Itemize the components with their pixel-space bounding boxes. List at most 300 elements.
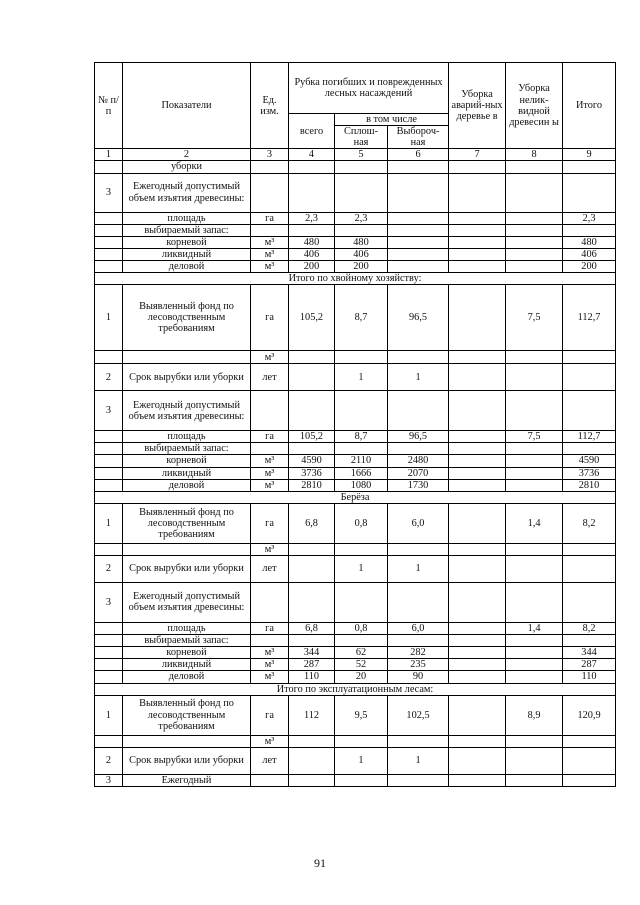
value-emergency: [449, 671, 506, 683]
row-num: [95, 260, 123, 272]
table-row: [95, 695, 616, 735]
value-selective-cut: 2070: [388, 467, 449, 479]
value-itogo: [563, 747, 616, 774]
row-label: выбираемый запас:: [123, 224, 251, 236]
row-label: деловой: [123, 479, 251, 491]
value-clear-cut: [335, 161, 388, 173]
table-row: [95, 467, 616, 479]
value-clear-cut: 2110: [335, 455, 388, 467]
table-row: [95, 747, 616, 774]
header-unit: Ед. изм.: [251, 63, 289, 149]
value-unmarketable: [506, 351, 563, 364]
value-clear-cut: 20: [335, 671, 388, 683]
row-label: выбираемый запас:: [123, 635, 251, 647]
row-num: 3: [95, 391, 123, 431]
value-emergency: [449, 431, 506, 443]
value-itogo: [563, 543, 616, 555]
table-body: [95, 161, 616, 786]
row-num: [95, 248, 123, 260]
row-label: [123, 543, 251, 555]
row-num: [95, 735, 123, 747]
row-label: деловой: [123, 671, 251, 683]
row-num: [95, 455, 123, 467]
value-clear-cut: [335, 173, 388, 212]
value-unmarketable: [506, 364, 563, 391]
header-including: в том числе: [335, 114, 449, 126]
row-num: 1: [95, 285, 123, 351]
row-unit: м³: [251, 659, 289, 671]
value-clear-cut: 2,3: [335, 212, 388, 224]
table-row: [95, 364, 616, 391]
value-clear-cut: 9,5: [335, 695, 388, 735]
value-clear-cut: 1: [335, 747, 388, 774]
value-unmarketable: [506, 391, 563, 431]
table-row: [95, 635, 616, 647]
table-row: [95, 555, 616, 582]
value-total: [289, 774, 335, 786]
value-selective-cut: 90: [388, 671, 449, 683]
row-label: площадь: [123, 212, 251, 224]
value-emergency: [449, 647, 506, 659]
row-label: Ежегодный допустимый объем изъятия древесины:: [123, 582, 251, 622]
value-selective-cut: [388, 582, 449, 622]
value-clear-cut: [335, 774, 388, 786]
value-unmarketable: [506, 443, 563, 455]
row-label: площадь: [123, 431, 251, 443]
value-total: 6,8: [289, 622, 335, 634]
table-row: [95, 391, 616, 431]
value-selective-cut: 2480: [388, 455, 449, 467]
value-selective-cut: 282: [388, 647, 449, 659]
value-selective-cut: [388, 351, 449, 364]
table-row: [95, 659, 616, 671]
value-emergency: [449, 582, 506, 622]
value-unmarketable: [506, 224, 563, 236]
value-selective-cut: [388, 543, 449, 555]
row-unit: га: [251, 285, 289, 351]
table-header: [95, 63, 616, 161]
value-total: 2,3: [289, 212, 335, 224]
value-clear-cut: [335, 543, 388, 555]
value-itogo: [563, 582, 616, 622]
section-row: [95, 491, 616, 503]
row-num: [95, 467, 123, 479]
value-emergency: [449, 555, 506, 582]
value-unmarketable: [506, 555, 563, 582]
value-emergency: [449, 212, 506, 224]
value-unmarketable: 7,5: [506, 285, 563, 351]
header-total: всего: [289, 114, 335, 149]
row-label: Ежегодный допустимый объем изъятия древесины:: [123, 173, 251, 212]
table-row: [95, 431, 616, 443]
table-row: [95, 503, 616, 543]
value-selective-cut: 235: [388, 659, 449, 671]
header-unmarketable: Уборка нелик-видной древесин ы: [506, 63, 563, 149]
col-num: 9: [563, 149, 616, 161]
value-total: 105,2: [289, 431, 335, 443]
value-total: [289, 391, 335, 431]
row-unit: [251, 173, 289, 212]
row-num: 3: [95, 774, 123, 786]
table-row: [95, 543, 616, 555]
row-unit: м³: [251, 671, 289, 683]
row-unit: [251, 161, 289, 173]
value-total: [289, 364, 335, 391]
page-number: 91: [314, 856, 326, 870]
value-emergency: [449, 479, 506, 491]
value-total: [289, 543, 335, 555]
row-unit: [251, 635, 289, 647]
value-total: [289, 173, 335, 212]
value-itogo: [563, 774, 616, 786]
row-unit: м³: [251, 467, 289, 479]
row-unit: га: [251, 695, 289, 735]
value-clear-cut: [335, 224, 388, 236]
value-selective-cut: [388, 224, 449, 236]
value-total: [289, 555, 335, 582]
value-total: 2810: [289, 479, 335, 491]
row-unit: га: [251, 503, 289, 543]
value-unmarketable: 1,4: [506, 622, 563, 634]
value-itogo: 406: [563, 248, 616, 260]
value-itogo: 4590: [563, 455, 616, 467]
row-unit: м³: [251, 735, 289, 747]
row-unit: м³: [251, 479, 289, 491]
value-itogo: [563, 443, 616, 455]
row-label: ликвидный: [123, 248, 251, 260]
value-emergency: [449, 173, 506, 212]
value-selective-cut: [388, 391, 449, 431]
row-num: [95, 351, 123, 364]
value-total: 4590: [289, 455, 335, 467]
row-label: выбираемый запас:: [123, 443, 251, 455]
value-emergency: [449, 260, 506, 272]
table-row: [95, 735, 616, 747]
value-clear-cut: 8,7: [335, 285, 388, 351]
value-itogo: 2810: [563, 479, 616, 491]
value-selective-cut: 96,5: [388, 431, 449, 443]
value-total: 110: [289, 671, 335, 683]
value-itogo: 2,3: [563, 212, 616, 224]
row-unit: [251, 224, 289, 236]
value-emergency: [449, 443, 506, 455]
value-unmarketable: [506, 467, 563, 479]
value-emergency: [449, 285, 506, 351]
value-itogo: [563, 555, 616, 582]
value-clear-cut: 406: [335, 248, 388, 260]
value-emergency: [449, 467, 506, 479]
value-selective-cut: 1: [388, 747, 449, 774]
table-row: [95, 212, 616, 224]
value-unmarketable: [506, 582, 563, 622]
table-row: [95, 351, 616, 364]
table-row: [95, 647, 616, 659]
value-total: [289, 161, 335, 173]
value-emergency: [449, 747, 506, 774]
col-num: 6: [388, 149, 449, 161]
row-label: корневой: [123, 647, 251, 659]
value-selective-cut: [388, 161, 449, 173]
row-num: 2: [95, 555, 123, 582]
row-unit: м³: [251, 647, 289, 659]
value-selective-cut: [388, 260, 449, 272]
col-num: 8: [506, 149, 563, 161]
row-unit: га: [251, 212, 289, 224]
value-selective-cut: 96,5: [388, 285, 449, 351]
value-itogo: [563, 161, 616, 173]
value-total: [289, 351, 335, 364]
value-selective-cut: [388, 248, 449, 260]
value-itogo: 120,9: [563, 695, 616, 735]
row-num: 1: [95, 503, 123, 543]
table-row: [95, 443, 616, 455]
row-num: [95, 659, 123, 671]
row-num: [95, 161, 123, 173]
value-selective-cut: [388, 236, 449, 248]
value-clear-cut: [335, 582, 388, 622]
row-label: уборки: [123, 161, 251, 173]
value-selective-cut: [388, 774, 449, 786]
value-total: 3736: [289, 467, 335, 479]
value-emergency: [449, 735, 506, 747]
value-selective-cut: [388, 635, 449, 647]
row-unit: м³: [251, 351, 289, 364]
value-itogo: [563, 224, 616, 236]
row-unit: м³: [251, 455, 289, 467]
value-clear-cut: 8,7: [335, 431, 388, 443]
value-clear-cut: 1: [335, 555, 388, 582]
value-itogo: [563, 351, 616, 364]
value-total: [289, 582, 335, 622]
value-unmarketable: 8,9: [506, 695, 563, 735]
value-emergency: [449, 161, 506, 173]
row-unit: [251, 774, 289, 786]
row-label: Ежегодный допустимый объем изъятия древесины:: [123, 391, 251, 431]
row-unit: м³: [251, 248, 289, 260]
value-itogo: 8,2: [563, 622, 616, 634]
value-emergency: [449, 635, 506, 647]
row-label: корневой: [123, 236, 251, 248]
row-label: Ежегодный: [123, 774, 251, 786]
value-clear-cut: [335, 391, 388, 431]
value-emergency: [449, 236, 506, 248]
row-label: [123, 351, 251, 364]
row-num: [95, 671, 123, 683]
table-row: [95, 671, 616, 683]
value-itogo: [563, 635, 616, 647]
section-title: Итого по эксплуатационным лесам:: [95, 683, 616, 695]
row-unit: м³: [251, 543, 289, 555]
value-total: [289, 443, 335, 455]
row-unit: [251, 582, 289, 622]
value-clear-cut: 200: [335, 260, 388, 272]
value-emergency: [449, 248, 506, 260]
header-cutting-group: Рубка погибших и поврежденных лесных насаждений: [289, 63, 449, 114]
value-selective-cut: 1: [388, 364, 449, 391]
value-itogo: 3736: [563, 467, 616, 479]
value-emergency: [449, 351, 506, 364]
value-selective-cut: [388, 443, 449, 455]
value-total: 105,2: [289, 285, 335, 351]
header-indicators: Показатели: [123, 63, 251, 149]
value-clear-cut: 1: [335, 364, 388, 391]
value-emergency: [449, 695, 506, 735]
value-unmarketable: [506, 455, 563, 467]
row-label: Выявленный фонд по лесоводственным требованиям: [123, 285, 251, 351]
table-row: [95, 224, 616, 236]
value-emergency: [449, 622, 506, 634]
value-unmarketable: [506, 173, 563, 212]
row-label: ликвидный: [123, 659, 251, 671]
value-itogo: [563, 364, 616, 391]
value-clear-cut: [335, 443, 388, 455]
value-unmarketable: [506, 671, 563, 683]
row-num: [95, 236, 123, 248]
row-num: [95, 479, 123, 491]
value-selective-cut: 6,0: [388, 503, 449, 543]
table-row: [95, 285, 616, 351]
row-unit: га: [251, 431, 289, 443]
section-title: Берёза: [95, 491, 616, 503]
value-clear-cut: [335, 735, 388, 747]
value-selective-cut: 102,5: [388, 695, 449, 735]
value-clear-cut: 62: [335, 647, 388, 659]
value-selective-cut: [388, 212, 449, 224]
row-unit: м³: [251, 236, 289, 248]
value-clear-cut: 0,8: [335, 503, 388, 543]
value-unmarketable: [506, 260, 563, 272]
value-emergency: [449, 503, 506, 543]
value-clear-cut: [335, 351, 388, 364]
value-unmarketable: [506, 161, 563, 173]
row-label: Срок вырубки или уборки: [123, 747, 251, 774]
col-num: 3: [251, 149, 289, 161]
row-label: ликвидный: [123, 467, 251, 479]
forest-cutting-table: [94, 62, 616, 787]
row-num: 3: [95, 173, 123, 212]
value-itogo: [563, 391, 616, 431]
value-selective-cut: 1730: [388, 479, 449, 491]
section-row: [95, 683, 616, 695]
value-total: 287: [289, 659, 335, 671]
value-itogo: [563, 173, 616, 212]
row-label: корневой: [123, 455, 251, 467]
value-itogo: 480: [563, 236, 616, 248]
value-unmarketable: [506, 543, 563, 555]
row-label: [123, 735, 251, 747]
row-num: [95, 647, 123, 659]
value-selective-cut: 6,0: [388, 622, 449, 634]
row-num: [95, 212, 123, 224]
row-label: Выявленный фонд по лесоводственным требованиям: [123, 503, 251, 543]
value-emergency: [449, 364, 506, 391]
value-selective-cut: [388, 735, 449, 747]
table-row: [95, 774, 616, 786]
col-num: 7: [449, 149, 506, 161]
column-numbers-row: [95, 149, 616, 161]
row-unit: га: [251, 622, 289, 634]
value-clear-cut: 1666: [335, 467, 388, 479]
value-total: 200: [289, 260, 335, 272]
value-total: [289, 224, 335, 236]
value-unmarketable: [506, 479, 563, 491]
value-itogo: 110: [563, 671, 616, 683]
row-unit: лет: [251, 555, 289, 582]
row-num: [95, 224, 123, 236]
section-title: Итого по хвойному хозяйству:: [95, 273, 616, 285]
row-unit: м³: [251, 260, 289, 272]
row-unit: [251, 443, 289, 455]
value-itogo: 8,2: [563, 503, 616, 543]
value-selective-cut: 1: [388, 555, 449, 582]
value-unmarketable: [506, 659, 563, 671]
table-row: [95, 582, 616, 622]
col-num: 2: [123, 149, 251, 161]
value-emergency: [449, 455, 506, 467]
table-row: [95, 236, 616, 248]
row-label: Срок вырубки или уборки: [123, 555, 251, 582]
value-total: 112: [289, 695, 335, 735]
row-num: 2: [95, 747, 123, 774]
value-total: 344: [289, 647, 335, 659]
value-clear-cut: [335, 635, 388, 647]
row-label: Срок вырубки или уборки: [123, 364, 251, 391]
table-row: [95, 622, 616, 634]
value-total: [289, 747, 335, 774]
value-unmarketable: 7,5: [506, 431, 563, 443]
row-num: [95, 622, 123, 634]
value-clear-cut: 0,8: [335, 622, 388, 634]
value-clear-cut: 1080: [335, 479, 388, 491]
value-itogo: 287: [563, 659, 616, 671]
row-num: [95, 431, 123, 443]
value-unmarketable: [506, 236, 563, 248]
row-num: [95, 543, 123, 555]
row-label: деловой: [123, 260, 251, 272]
header-selective-cut: Выбороч-ная: [388, 126, 449, 149]
value-emergency: [449, 774, 506, 786]
row-unit: [251, 391, 289, 431]
col-num: 1: [95, 149, 123, 161]
value-unmarketable: [506, 248, 563, 260]
table-row: [95, 161, 616, 173]
header-emergency: Уборка аварий-ных деревье в: [449, 63, 506, 149]
value-emergency: [449, 659, 506, 671]
value-itogo: 200: [563, 260, 616, 272]
value-unmarketable: [506, 635, 563, 647]
header-itogo: Итого: [563, 63, 616, 149]
value-unmarketable: [506, 747, 563, 774]
table-row: [95, 260, 616, 272]
value-selective-cut: [388, 173, 449, 212]
value-total: [289, 635, 335, 647]
value-total: 480: [289, 236, 335, 248]
value-unmarketable: [506, 647, 563, 659]
value-unmarketable: [506, 774, 563, 786]
row-label: Выявленный фонд по лесоводственным требованиям: [123, 695, 251, 735]
row-label: площадь: [123, 622, 251, 634]
value-emergency: [449, 543, 506, 555]
header-num: № п/п: [95, 63, 123, 149]
row-num: 2: [95, 364, 123, 391]
value-clear-cut: 480: [335, 236, 388, 248]
header-clear-cut: Сплош-ная: [335, 126, 388, 149]
value-emergency: [449, 224, 506, 236]
value-emergency: [449, 391, 506, 431]
row-num: 3: [95, 582, 123, 622]
value-total: 6,8: [289, 503, 335, 543]
col-num: 4: [289, 149, 335, 161]
